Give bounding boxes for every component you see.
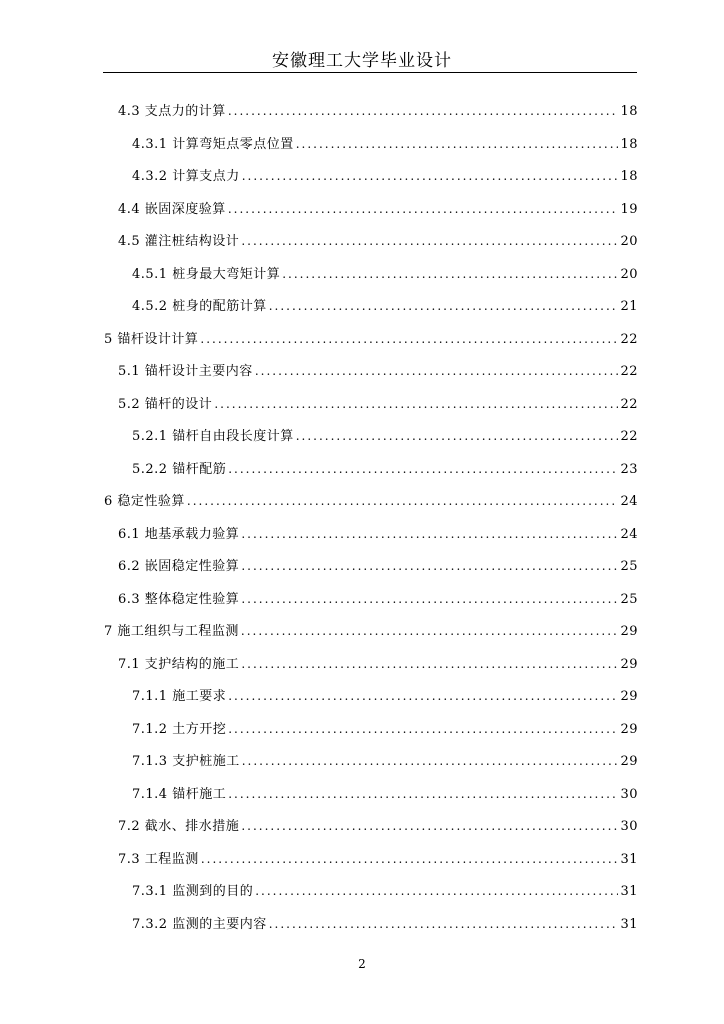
toc-entry-label: 6.3 整体稳定性验算 <box>118 592 240 607</box>
running-header-title: 安徽理工大学毕业设计 <box>272 51 452 71</box>
toc-entry-label: 4.4 嵌固深度验算 <box>118 202 226 217</box>
toc-entry-page: 23 <box>620 462 638 477</box>
toc-leader-dots <box>228 199 619 219</box>
toc-entry <box>118 361 638 381</box>
toc-entry-page: 25 <box>620 592 638 607</box>
toc-entry-page: 30 <box>620 787 638 802</box>
toc-entry <box>132 914 638 934</box>
toc-entry-label: 7.3.2 监测的主要内容 <box>132 917 267 932</box>
toc-leader-dots <box>269 914 619 934</box>
toc-entry-label: 7.1.4 锚杆施工 <box>132 787 227 802</box>
toc-entry-page: 20 <box>620 267 638 282</box>
toc-entry-label: 4.3.1 计算弯矩点零点位置 <box>132 137 294 152</box>
toc-entry <box>118 231 638 251</box>
toc-leader-dots <box>269 296 619 316</box>
toc-entry-label: 4.5 灌注桩结构设计 <box>118 234 240 249</box>
toc-entry <box>118 524 638 544</box>
toc-entry-label: 5.2.1 锚杆自由段长度计算 <box>132 429 294 444</box>
toc-entry <box>104 329 638 349</box>
toc-entry-page: 31 <box>620 884 638 899</box>
toc-entry-page: 22 <box>620 397 638 412</box>
toc-entry <box>132 784 638 804</box>
toc-leader-dots <box>296 426 619 446</box>
toc-entry-page: 22 <box>620 332 638 347</box>
toc-entry-label: 5.2.2 锚杆配筋 <box>132 462 227 477</box>
toc-entry-page: 22 <box>620 364 638 379</box>
toc-entry-label: 6 稳定性验算 <box>104 494 185 509</box>
toc-entry <box>132 459 638 479</box>
toc-leader-dots <box>214 394 618 414</box>
toc-entry-page: 19 <box>620 202 638 217</box>
toc-entry <box>132 719 638 739</box>
toc-entry <box>118 816 638 836</box>
toc-leader-dots <box>228 459 618 479</box>
toc-entry <box>118 101 638 121</box>
toc-entry-page: 24 <box>620 494 638 509</box>
toc-entry-label: 7.1.3 支护桩施工 <box>132 754 240 769</box>
toc-entry-label: 4.3 支点力的计算 <box>118 104 226 119</box>
toc-entry-label: 5 锚杆设计计算 <box>104 332 199 347</box>
toc-entry-page: 21 <box>620 299 638 314</box>
toc-entry <box>132 751 638 771</box>
toc-entry <box>132 426 638 446</box>
toc-leader-dots <box>241 524 618 544</box>
toc-entry <box>132 166 638 186</box>
toc-entry-label: 7.2 截水、排水措施 <box>118 819 240 834</box>
toc-entry-label: 7.1.2 土方开挖 <box>132 722 227 737</box>
toc-entry-page: 29 <box>620 624 638 639</box>
toc-entry-label: 6.2 嵌固稳定性验算 <box>118 559 240 574</box>
toc-entry <box>132 686 638 706</box>
toc-entry-label: 5.2 锚杆的设计 <box>118 397 213 412</box>
toc-entry-label: 7 施工组织与工程监测 <box>104 624 239 639</box>
toc-entry-label: 5.1 锚杆设计主要内容 <box>118 364 253 379</box>
toc-entry-label: 7.3 工程监测 <box>118 852 199 867</box>
page-number: 2 <box>358 957 366 971</box>
toc-entry-page: 20 <box>620 234 638 249</box>
toc-entry-label: 4.5.1 桩身最大弯矩计算 <box>132 267 281 282</box>
toc-leader-dots <box>296 134 619 154</box>
toc-entry <box>132 296 638 316</box>
toc-entry <box>118 589 638 609</box>
toc-entry <box>118 199 638 219</box>
toc-leader-dots <box>282 264 618 284</box>
toc-entry-page: 22 <box>620 429 638 444</box>
toc-leader-dots <box>241 589 618 609</box>
toc-entry-page: 18 <box>620 104 638 119</box>
toc-leader-dots <box>255 881 618 901</box>
toc-entry-page: 30 <box>620 819 638 834</box>
toc-entry-page: 29 <box>620 754 638 769</box>
toc-leader-dots <box>242 751 619 771</box>
toc-leader-dots <box>242 166 619 186</box>
toc-entry <box>118 556 638 576</box>
toc-entry-label: 7.1 支护结构的施工 <box>118 657 240 672</box>
toc-entry <box>118 849 638 869</box>
toc-entry-label: 4.5.2 桩身的配筋计算 <box>132 299 267 314</box>
toc-leader-dots <box>241 231 618 251</box>
toc-entry <box>132 134 638 154</box>
toc-entry <box>118 654 638 674</box>
toc-leader-dots <box>228 784 618 804</box>
toc-leader-dots <box>228 719 618 739</box>
toc-entry-page: 24 <box>620 527 638 542</box>
toc-leader-dots <box>255 361 619 381</box>
toc-entry-page: 29 <box>620 722 638 737</box>
toc-entry-label: 7.3.1 监测到的目的 <box>132 884 254 899</box>
toc-leader-dots <box>228 686 618 706</box>
toc-leader-dots <box>241 816 618 836</box>
toc-entry-page: 25 <box>620 559 638 574</box>
toc-entry-page: 31 <box>620 917 638 932</box>
toc-entry <box>132 881 638 901</box>
toc-entry <box>104 491 638 511</box>
toc-entry-page: 18 <box>620 137 638 152</box>
toc-entry <box>118 394 638 414</box>
toc-entry-label: 4.3.2 计算支点力 <box>132 169 240 184</box>
toc-entry-label: 6.1 地基承载力验算 <box>118 527 240 542</box>
toc-entry <box>104 621 638 641</box>
toc-leader-dots <box>228 101 619 121</box>
toc-leader-dots <box>241 621 619 641</box>
toc-leader-dots <box>200 329 618 349</box>
toc-leader-dots <box>201 849 619 869</box>
toc-leader-dots <box>241 654 618 674</box>
toc-entry <box>132 264 638 284</box>
toc-entry-page: 29 <box>620 657 638 672</box>
toc-leader-dots <box>187 491 619 511</box>
toc-leader-dots <box>241 556 618 576</box>
toc-entry-label: 7.1.1 施工要求 <box>132 689 227 704</box>
toc-entry-page: 29 <box>620 689 638 704</box>
toc-entry-page: 31 <box>620 852 638 867</box>
toc-entry-page: 18 <box>620 169 638 184</box>
